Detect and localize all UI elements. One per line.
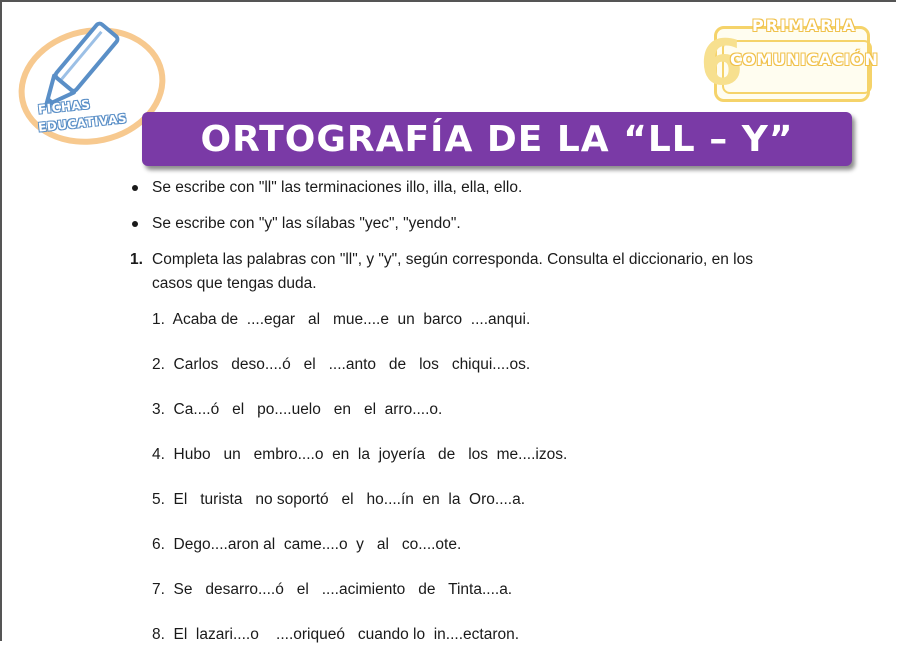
bullet-icon <box>132 221 138 227</box>
exercise-item: 4. Hubo un embro....o en la joyería de los me....izos. <box>152 446 568 463</box>
exercise-number: 1. <box>130 251 143 268</box>
exercise-item: 5. El turista no soportó el ho....ín en la Oro....a. <box>152 491 526 508</box>
exercise-item: 7. Se desarro....ó el ....acimiento de Tinta....a. <box>152 581 513 598</box>
exercise-items <box>152 308 832 668</box>
logo-text-line2: EDUCATIVAS <box>37 111 128 135</box>
exercise-item: 6. Dego....aron al came....o y al co....ote. <box>152 536 462 553</box>
page-title: ORTOGRAFÍA DE LA “LL – Y” <box>200 118 794 160</box>
title-banner <box>142 112 852 166</box>
badge-subject-label: COMUNICACIÓN <box>730 50 879 69</box>
exercise-text-line2: casos que tengas duda. <box>152 275 317 292</box>
logo-text-line1: FICHAS <box>37 97 92 117</box>
exercise-item: 8. El lazari....o ....oriqueó cuando lo in....ectaron. <box>152 626 520 643</box>
bullet-icon <box>132 185 138 191</box>
rule-text: Se escribe con "y" las sílabas "yec", "yendo". <box>152 215 461 232</box>
grade-subject-badge <box>700 14 878 104</box>
exercise-text-line1: Completa las palabras con "ll", y "y", según corresponda. Consulta el diccionario, en los <box>152 251 753 268</box>
rules-section <box>128 176 828 308</box>
exercise-instructions <box>128 248 828 296</box>
rule-item <box>128 176 828 200</box>
exercise-item: 3. Ca....ó el po....uelo en el arro....o. <box>152 401 443 418</box>
rule-text: Se escribe con "ll" las terminaciones illo, illa, ella, ello. <box>152 179 523 196</box>
rule-item <box>128 212 828 236</box>
badge-level-label: PRIMARIA <box>752 16 857 35</box>
exercise-item: 2. Carlos deso....ó el ....anto de los chiqui....os. <box>152 356 531 373</box>
exercise-item: 1. Acaba de ....egar al mue....e un barco ....anqui. <box>152 311 531 328</box>
grade-number: 6 <box>700 26 744 99</box>
